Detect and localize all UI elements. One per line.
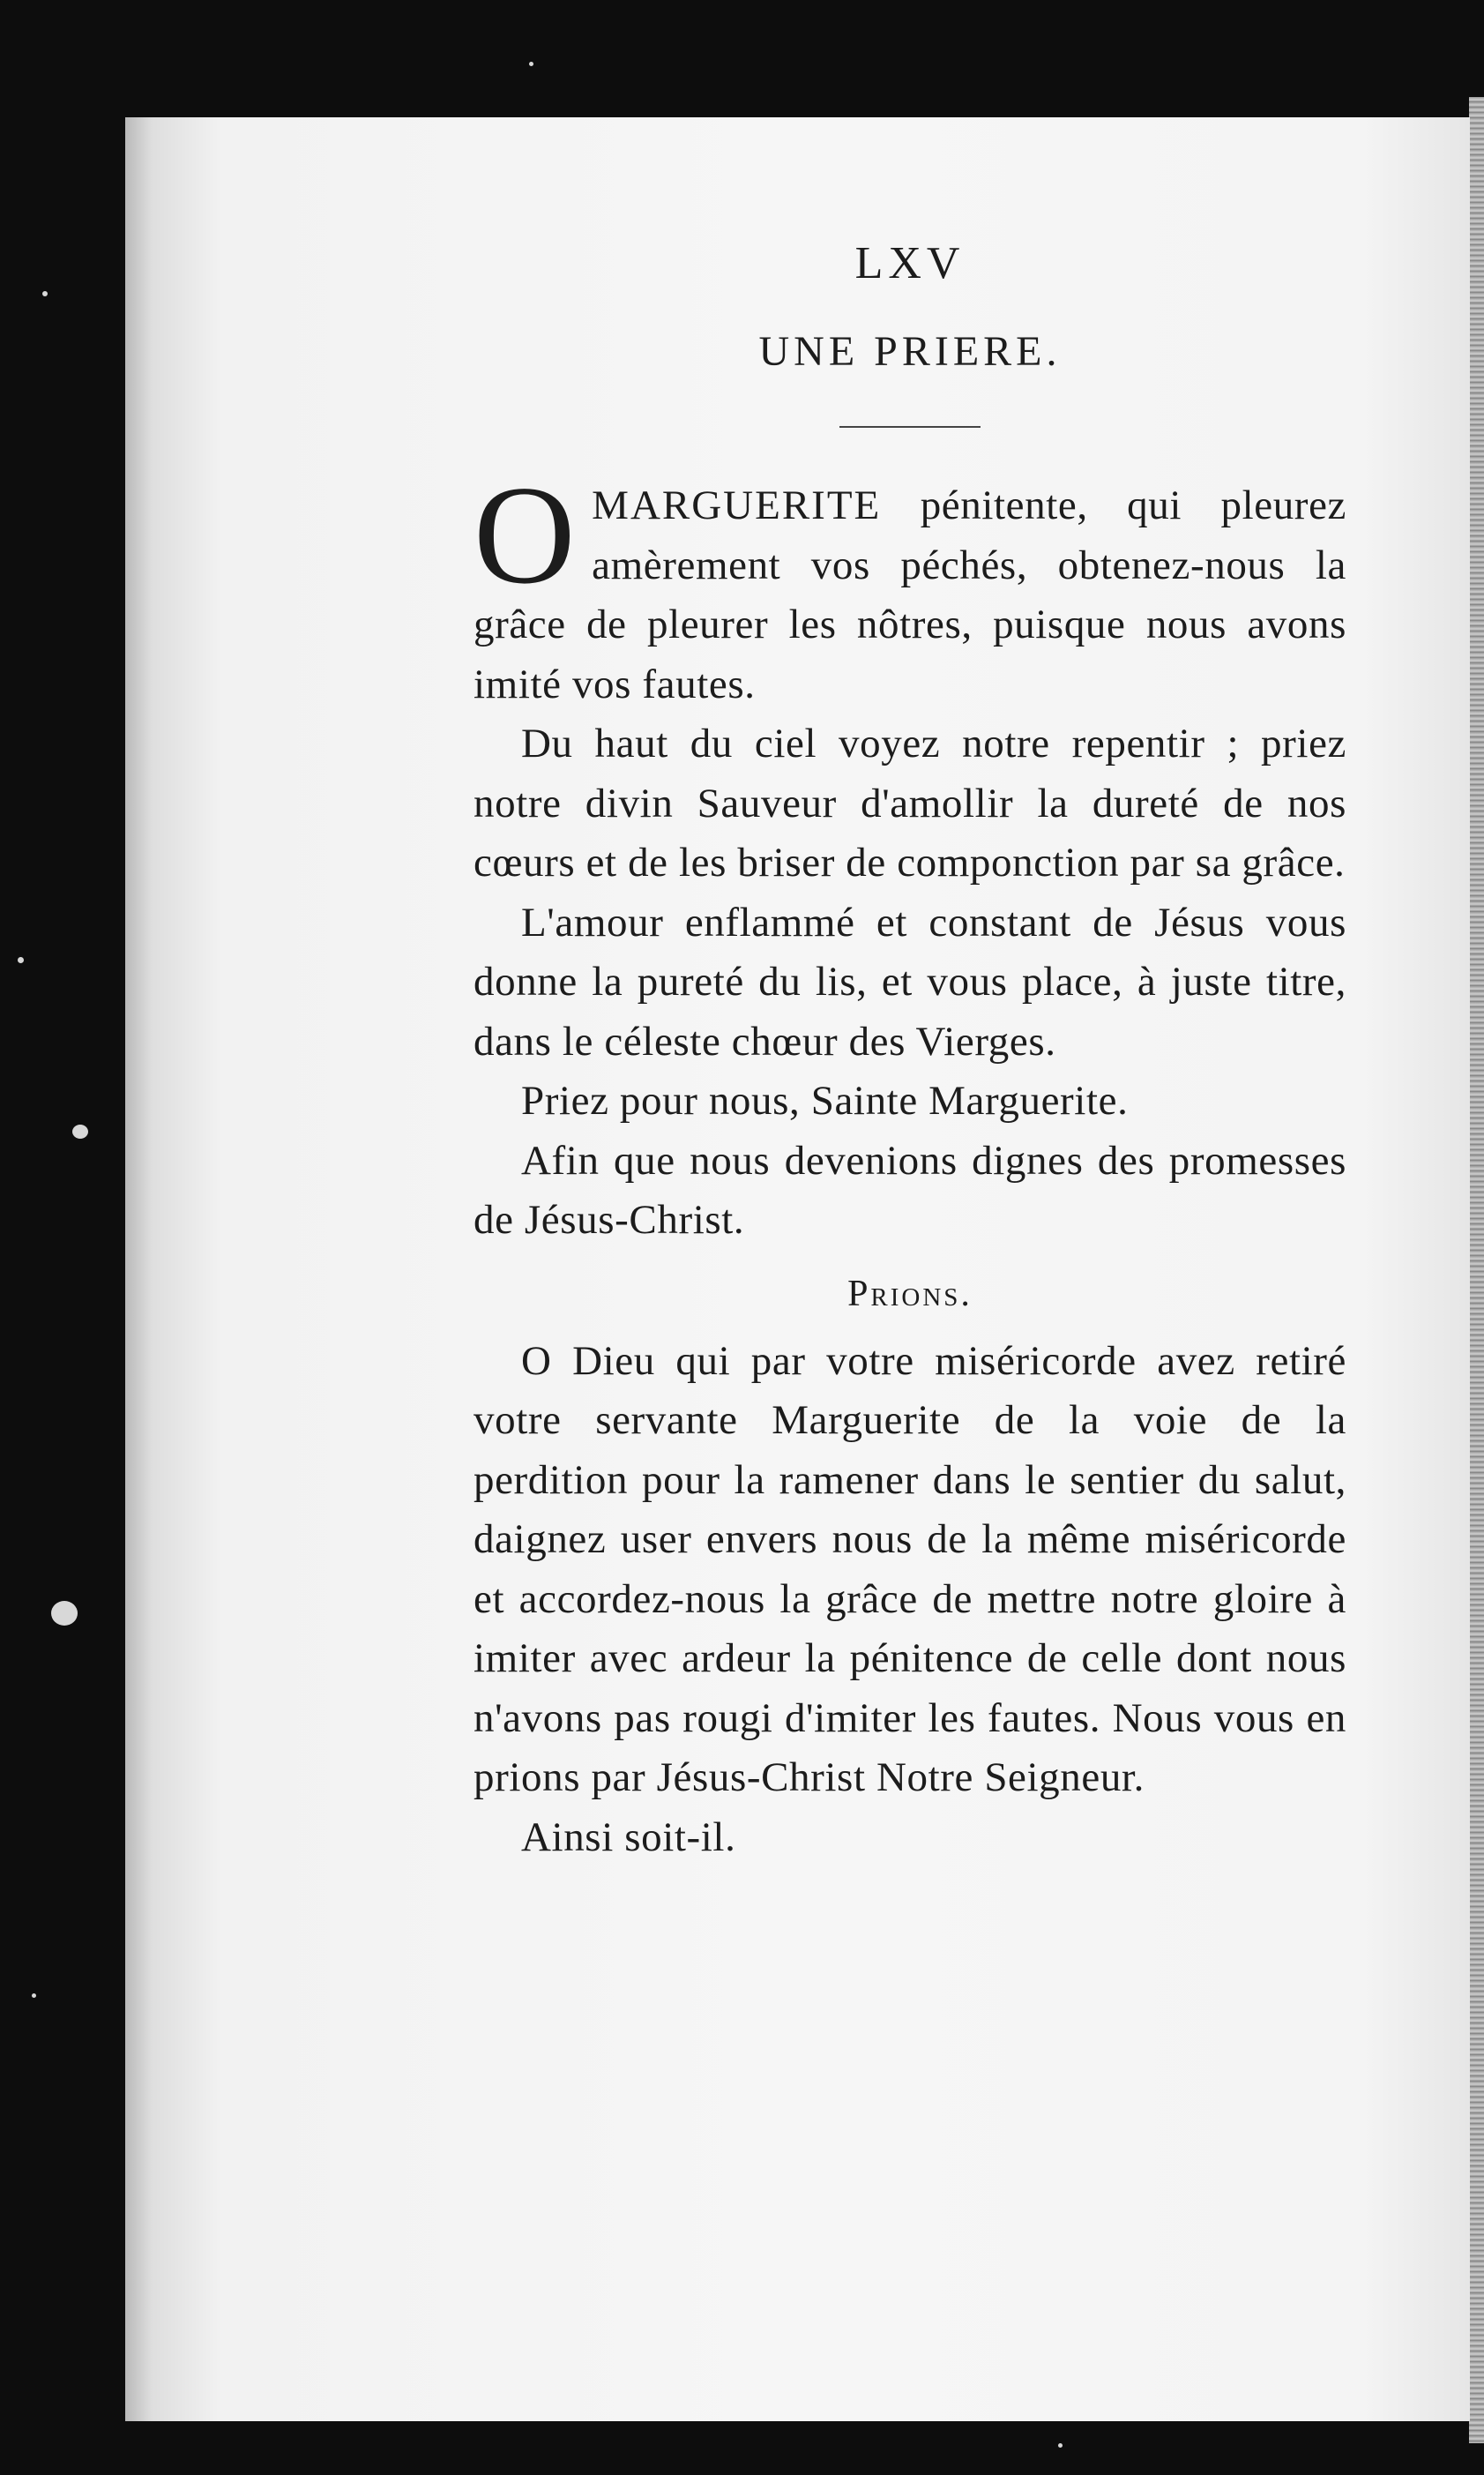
opening-text: pénitente, qui pleurez amèrement vos péchés, obtenez-nous la grâce de pleurer les nôtres, puisque nous avons imité vos fautes.	[474, 482, 1346, 707]
page-edge	[1469, 97, 1484, 2443]
dust-speck	[51, 1601, 78, 1626]
opening-lead-word: MARGUERITE	[592, 482, 882, 528]
opening-paragraph	[474, 456, 1346, 714]
chapter-title: UNE PRIERE.	[758, 328, 1062, 375]
dust-speck	[72, 1125, 88, 1139]
chapter-number: LXV	[854, 238, 966, 288]
dust-speck	[42, 291, 48, 296]
prayer-heading: Prions.	[847, 1273, 973, 1314]
paragraph: L'amour enflammé et constant de Jésus vous donne la pureté du lis, et vous place, à juste titre, dans le céleste chœur des Vierges.	[474, 899, 1346, 1065]
paragraph: Afin que nous devenions dignes des promesses de Jésus-Christ.	[474, 1137, 1346, 1243]
paragraph: Priez pour nous, Sainte Marguerite.	[521, 1078, 1129, 1124]
prayer-body: O Dieu qui par votre miséricorde avez retiré votre servante Marguerite de la voie de la perdition pour la ramener dans le sentier du salut, daignez user envers nous de la même miséricorde et accordez-nous la grâce de mettre notre gloire à imiter avec ardeur la pénitence de celle dont nous n'avons pas rougi d'imiter les fautes. Nous vous en prions par Jésus-Christ Notre Seigneur.	[474, 1337, 1346, 1800]
dust-speck	[32, 1993, 36, 1998]
title-divider	[839, 426, 981, 428]
dust-speck	[18, 957, 24, 963]
drop-cap: O	[474, 456, 577, 613]
dust-speck	[529, 62, 533, 66]
dust-speck	[1058, 2443, 1063, 2448]
paragraph: Du haut du ciel voyez notre repentir ; priez notre divin Sauveur d'amollir la dureté de nos cœurs et de les briser de componction par sa grâce.	[474, 721, 1346, 886]
prayer-closing: Ainsi soit-il.	[521, 1813, 736, 1860]
text-block	[474, 117, 1346, 1867]
book-page	[125, 117, 1470, 2421]
